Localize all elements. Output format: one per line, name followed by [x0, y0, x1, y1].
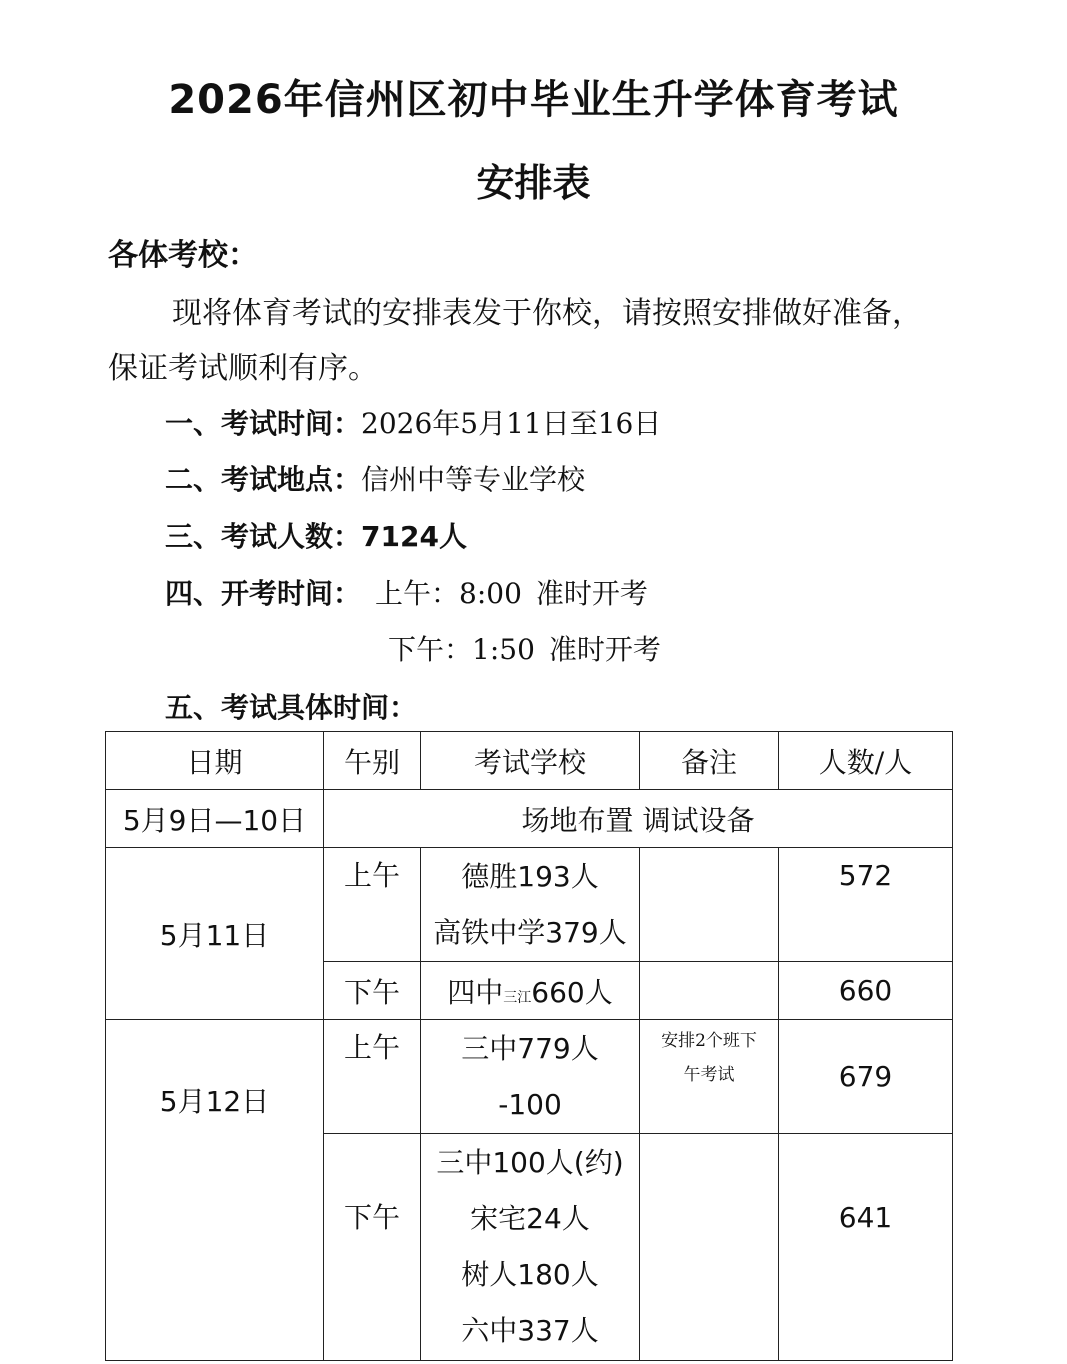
- cell-date-may12: [106, 1020, 324, 1361]
- cell-half-may12-am: [324, 1020, 421, 1134]
- item-detail-schedule: [165, 686, 417, 726]
- start-time-pm-line: [388, 628, 661, 668]
- school-entry: 德胜193人: [461, 859, 599, 893]
- cell-date-setup: 5月9日—10日: [106, 790, 324, 848]
- cell-date-may11: 5月11日: [106, 848, 324, 1020]
- school-prefix: 四中: [447, 975, 504, 1009]
- document-title-line2: 安排表: [476, 161, 591, 205]
- intro-line1: 现将体育考试的安排表发于你校，请按照安排做好准备，: [172, 296, 922, 331]
- table-row: [106, 1020, 953, 1134]
- header-school: 考试学校: [421, 732, 640, 790]
- cell-note-may11-am: [640, 848, 779, 962]
- cell-half-may12-pm: [324, 1134, 421, 1361]
- count-value: 641: [838, 1201, 893, 1234]
- school-entry: 三中100人(约): [436, 1146, 624, 1179]
- item-exam-time: [165, 402, 661, 442]
- salutation: 各体考校：: [108, 238, 258, 273]
- item-start-time: [165, 572, 648, 612]
- start-time-pm-note: 准时开考: [548, 633, 661, 666]
- item-exam-place: [165, 458, 585, 498]
- note-line: 午考试: [683, 1065, 735, 1085]
- start-time-pm: 下午：1:50: [388, 633, 535, 666]
- item-exam-count-label: 三、考试人数：: [165, 520, 362, 553]
- cell-count-may11-am: [779, 848, 953, 962]
- school-small: 三江: [503, 989, 532, 1006]
- table-header-row: [106, 732, 953, 790]
- item-exam-place-value: 信州中等专业学校: [361, 463, 586, 496]
- school-entry: 树人180人: [461, 1258, 599, 1291]
- cell-count-may12-pm: [779, 1134, 953, 1361]
- cell-count-may12-am: 679: [779, 1020, 953, 1134]
- cell-note-may12-am: [640, 1020, 779, 1134]
- header-count: 人数/人: [779, 732, 953, 790]
- start-time-am-note: 准时开考: [535, 577, 648, 610]
- item-start-time-label: 四、开考时间：: [165, 577, 362, 610]
- cell-half-may11-pm: 下午: [324, 962, 421, 1020]
- schedule-table: [105, 731, 953, 1361]
- item-detail-schedule-label: 五、考试具体时间：: [165, 691, 418, 724]
- item-exam-count-value: 7124: [361, 520, 439, 553]
- cell-count-may11-pm: 660: [779, 962, 953, 1020]
- item-exam-place-label: 二、考试地点：: [165, 463, 362, 496]
- cell-setup-text: 场地布置 调试设备: [324, 790, 953, 848]
- start-time-am: 上午：8:00: [375, 577, 522, 610]
- item-exam-time-label: 一、考试时间：: [165, 407, 362, 440]
- note-line: 安排2个班下: [661, 1031, 757, 1051]
- school-entry: 宋宅24人: [470, 1202, 590, 1235]
- cell-school-may11-pm: [421, 962, 640, 1020]
- date-label: 5月12日: [159, 1085, 270, 1118]
- header-half: 午别: [324, 732, 421, 790]
- cell-note-may12-pm: [640, 1134, 779, 1361]
- item-exam-time-value: 2026年5月11日至16日: [361, 407, 662, 440]
- table-row: [106, 848, 953, 962]
- school-entry: 六中337人: [461, 1314, 599, 1347]
- school-suffix: 660人: [531, 975, 613, 1009]
- cell-school-may12-am: [421, 1020, 640, 1134]
- half-label: 上午: [343, 1031, 400, 1064]
- school-entry: -100: [498, 1087, 562, 1121]
- header-date: 日期: [106, 732, 324, 790]
- cell-half-may11-am: [324, 848, 421, 962]
- item-exam-count-unit: 人: [438, 520, 467, 553]
- document-title-line1: 2026年信州区初中毕业生升学体育考试: [168, 77, 899, 123]
- cell-note-may11-pm: [640, 962, 779, 1020]
- half-label: 下午: [343, 1201, 400, 1234]
- school-entry: 三中779人: [461, 1031, 599, 1065]
- cell-school-may12-pm: [421, 1134, 640, 1361]
- count-value: 572: [838, 859, 893, 892]
- item-exam-count: [165, 515, 467, 555]
- half-label: 上午: [343, 859, 400, 892]
- cell-school-may11-am: [421, 848, 640, 962]
- header-note: 备注: [640, 732, 779, 790]
- school-entry: 高铁中学379人: [433, 915, 627, 949]
- table-row: [106, 790, 953, 848]
- intro-line2: 保证考试顺利有序。: [108, 351, 378, 386]
